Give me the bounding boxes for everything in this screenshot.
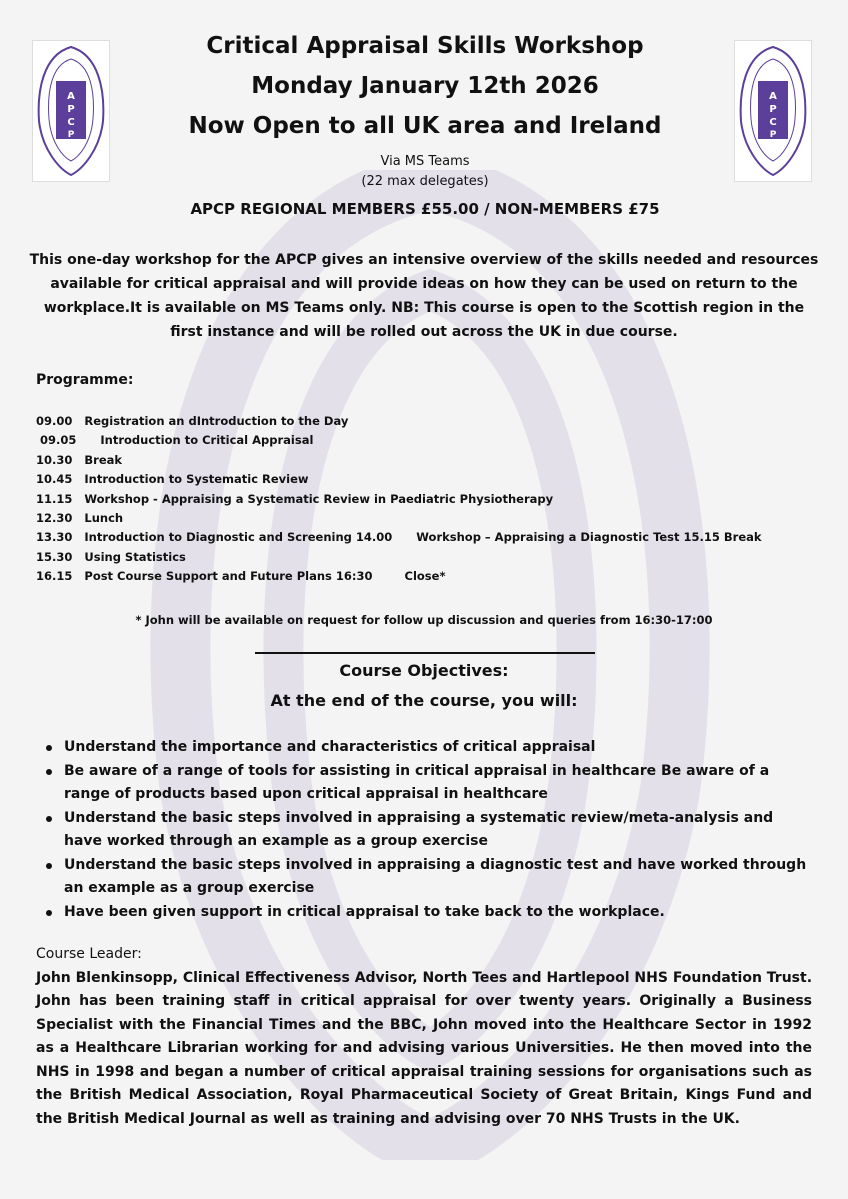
programme-item: 13.30 Introduction to Diagnostic and Screening 14.00 Workshop – Appraising a Diagnostic Test 15.15 Break — [36, 530, 762, 545]
logo-monogram-c: C — [67, 117, 75, 128]
title-line-3: Now Open to all UK area and Ireland — [188, 113, 662, 139]
apcp-logo-right — [734, 40, 812, 182]
programme-item: 10.30 Break — [36, 452, 123, 467]
availability-note: * John will be available on request for follow up discussion and queries from 16:30-17:00 — [135, 613, 713, 627]
price-line: APCP REGIONAL MEMBERS £55.00 / NON-MEMBERS £75 — [190, 200, 660, 218]
programme-heading: Programme: — [36, 372, 134, 388]
objective-item: Understand the basic steps involved in appraising a systematic review/meta-analysis and have worked through an example as a group exercise — [40, 807, 810, 854]
objective-item: Understand the basic steps involved in appraising a diagnostic test and have worked through an example as a group exercise — [40, 854, 810, 901]
bullet-icon — [46, 863, 52, 869]
objectives-subheading: At the end of the course, you will: — [270, 691, 578, 710]
bullet-icon — [46, 769, 52, 775]
objective-item: Be aware of a range of tools for assisting in critical appraisal in healthcare Be aware of a range of products based upon critical appraisal in healthcare — [40, 760, 810, 807]
leader-bio: John has been training staff in critical appraisal for over twenty years. Originally a Business Specialist with the Financial Times and the BBC, John moved into the Healthcare Sector in 1992 as a Healthcare Librarian working for and advising various Universities. He then moved into the NHS in 1998 and began a number of critical appraisal training sessions for organisations such as the British Medical Association, Royal Pharmaceutical Society of Great Britain, Kings Fund and the British Medical Journal as well as training and advising over 70 NHS Trusts in the UK. — [36, 993, 812, 1127]
objective-item: Understand the importance and characteristics of critical appraisal — [40, 736, 810, 760]
leader-name: John Blenkinsopp, Clinical Effectiveness Advisor, North Tees and Hartlepool NHS Foundation Trust. — [36, 969, 813, 986]
logo-monogram-p: P — [67, 104, 75, 115]
objective-item: Have been given support in critical appraisal to take back to the workplace. — [40, 901, 810, 925]
programme-item: 09.00 Registration an dIntroduction to the Day — [36, 414, 349, 428]
programme-item: 09.05 Introduction to Critical Appraisal — [36, 433, 314, 448]
header — [140, 26, 710, 222]
course-leader-section — [36, 943, 812, 1131]
programme-item: 16.15 Post Course Support and Future Plans 16:30 Close* — [36, 569, 446, 584]
bullet-icon — [46, 910, 52, 916]
objectives-heading: Course Objectives: — [339, 661, 509, 680]
logo-monogram-p2: P — [67, 130, 75, 140]
svg-text:P: P — [769, 130, 777, 140]
section-divider — [255, 652, 595, 654]
programme-item: 11.15 Workshop - Appraising a Systematic Review in Paediatric Physiotherapy — [36, 491, 554, 506]
apcp-logo-left — [32, 40, 110, 182]
via-text: Via MS Teams — [380, 154, 470, 169]
leader-heading: Course Leader: — [36, 946, 142, 962]
programme-item: 10.45 Introduction to Systematic Review — [36, 472, 309, 487]
programme-item: 12.30 Lunch — [36, 511, 124, 526]
svg-text:A: A — [769, 91, 777, 102]
programme-list — [36, 412, 826, 587]
svg-text:C: C — [769, 117, 777, 128]
max-delegates: (22 max delegates) — [361, 174, 489, 189]
title-line-1: Critical Appraisal Skills Workshop — [206, 33, 644, 59]
bullet-icon — [46, 745, 52, 751]
bullet-icon — [46, 816, 52, 822]
programme-item: 15.30 Using Statistics — [36, 549, 186, 564]
title-line-2: Monday January 12th 2026 — [251, 73, 599, 99]
intro-paragraph: This one-day workshop for the APCP gives an intensive overview of the skills needed and resources available for critical appraisal and will provide ideas on how they can be used on return to the workplace.It is available on MS Teams only. NB: This course is open to the Scottish region in the first instance and will be rolled out across the UK in due course. — [29, 252, 819, 340]
logo-monogram-a: A — [67, 91, 75, 102]
objectives-list — [40, 736, 810, 924]
objectives-header — [0, 656, 848, 716]
svg-text:P: P — [769, 104, 777, 115]
